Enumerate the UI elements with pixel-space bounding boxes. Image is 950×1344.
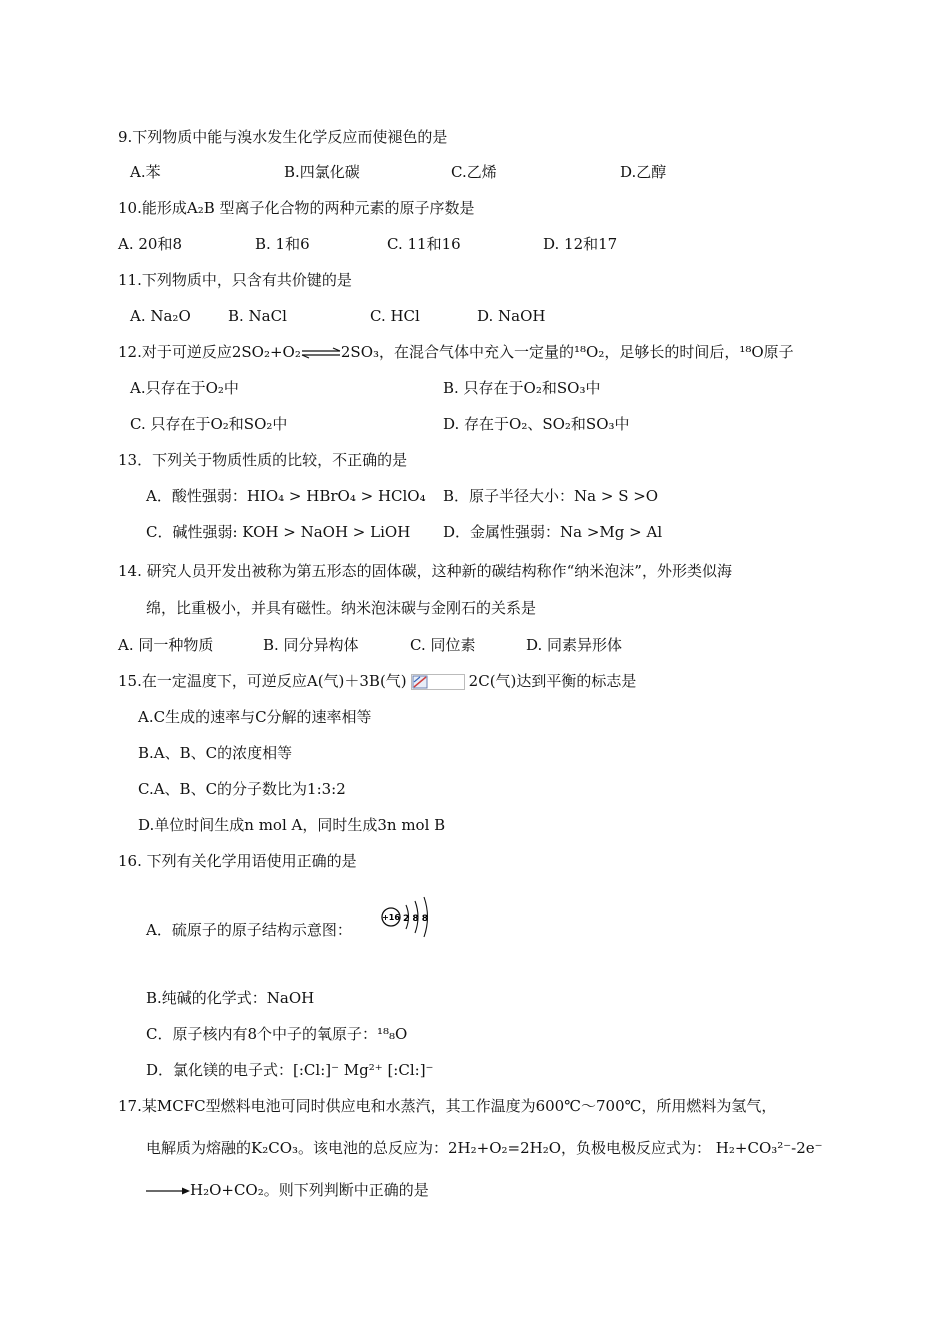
atom-shell-electrons: 2 8 8 [403,914,429,924]
q11-option-c: C. HCl [370,307,420,325]
question-15-stem [118,671,636,691]
q10-option-b: B. 1和6 [255,235,310,253]
q14-option-b: B. 同分异构体 [263,636,359,654]
q12-stem-before: 12.对于可逆反应2SO₂+O₂ [118,343,301,361]
q9-option-b: B.四氯化碳 [284,163,360,181]
q13-option-c: C．碱性强弱: KOH > NaOH > LiOH [146,523,411,541]
q15-option-a: A.C生成的速率与C分解的速率相等 [138,708,372,726]
question-17-line3: H₂O+CO₂。则下列判断中正确的是 [190,1181,429,1199]
question-10-stem: 10.能形成A₂B 型离子化合物的两种元素的原子序数是 [118,199,475,217]
q12-option-c: C. 只存在于O₂和SO₂中 [130,415,288,433]
question-13-stem: 13．下列关于物质性质的比较，不正确的是 [118,451,408,469]
q12-stem-after: 2SO₃，在混合气体中充入一定量的¹⁸O₂，足够长的时间后，¹⁸O原子 [340,343,794,361]
equilibrium-arrow-icon [301,347,341,359]
q11-option-d: D. NaOH [477,307,546,325]
q10-option-a: A. 20和8 [118,235,182,253]
sulfur-atom-structure-diagram [380,892,436,942]
q12-option-b: B. 只存在于O₂和SO₃中 [443,379,601,397]
q12-option-a: A.只存在于O₂中 [130,379,239,397]
q15-option-d: D.单位时间生成n mol A，同时生成3n mol B [138,816,446,834]
q13-option-b: B．原子半径大小：Na > S >O [443,487,659,505]
q15-option-b: B.A、B、C的浓度相等 [138,744,293,762]
question-17-line3-wrap [146,1180,429,1200]
question-11-stem: 11.下列物质中，只含有共价键的是 [118,271,352,289]
q13-option-a: A．酸性强弱：HIO₄ > HBrO₄ > HClO₄ [146,487,426,505]
q9-option-a: A.苯 [130,163,161,181]
q16-option-b: B.纯碱的化学式：NaOH [146,989,315,1007]
question-9-stem: 9.下列物质中能与溴水发生化学反应而使褪色的是 [118,128,448,146]
q10-option-c: C. 11和16 [387,235,461,253]
q11-option-b: B. NaCl [228,307,287,325]
q14-option-a: A. 同一种物质 [118,636,214,654]
q15-stem-before: 15.在一定温度下，可逆反应A(气)＋3B(气) [118,672,407,690]
question-12-stem [118,342,794,362]
question-17-line2: 电解质为熔融的K₂CO₃。该电池的总反应为：2H₂+O₂=2H₂O，负极电极反应式为： H₂+CO₃²⁻-2e⁻ [146,1139,823,1157]
question-17-line1: 17.某MCFC型燃料电池可同时供应电和水蒸汽，其工作温度为600℃～700℃，所用燃料为氢气， [118,1097,777,1115]
equilibrium-image-icon [411,674,465,690]
q15-option-c: C.A、B、C的分子数比为1:3:2 [138,780,346,798]
q9-option-c: C.乙烯 [451,163,497,181]
q16-option-a: A．硫原子的原子结构示意图： [146,921,352,939]
q14-option-c: C. 同位素 [410,636,476,654]
q16-option-d: D．氯化镁的电子式：[:Cl:]⁻ Mg²⁺ [:Cl:]⁻ [146,1061,434,1079]
reaction-arrow-icon [146,1186,190,1196]
question-14-stem-line2: 绵，比重极小，并具有磁性。纳米泡沫碳与金刚石的关系是 [146,599,537,617]
q10-option-d: D. 12和17 [543,235,618,253]
q11-option-a: A. Na₂O [130,307,191,325]
q15-stem-after: 2C(气)达到平衡的标志是 [468,672,637,690]
q13-option-d: D．金属性强弱：Na >Mg > Al [443,523,663,541]
question-14-stem-line1: 14. 研究人员开发出被称为第五形态的固体碳，这种新的碳结构称作“纳米泡沫”，外形类似海 [118,562,732,580]
question-16-stem: 16. 下列有关化学用语使用正确的是 [118,852,357,870]
q12-option-d: D. 存在于O₂、SO₂和SO₃中 [443,415,630,433]
q9-option-d: D.乙醇 [620,163,667,181]
atom-nucleus-label: +16 [382,913,400,922]
q14-option-d: D. 同素异形体 [526,636,623,654]
q16-option-c: C．原子核内有8个中子的氧原子：¹⁸₈O [146,1025,408,1043]
